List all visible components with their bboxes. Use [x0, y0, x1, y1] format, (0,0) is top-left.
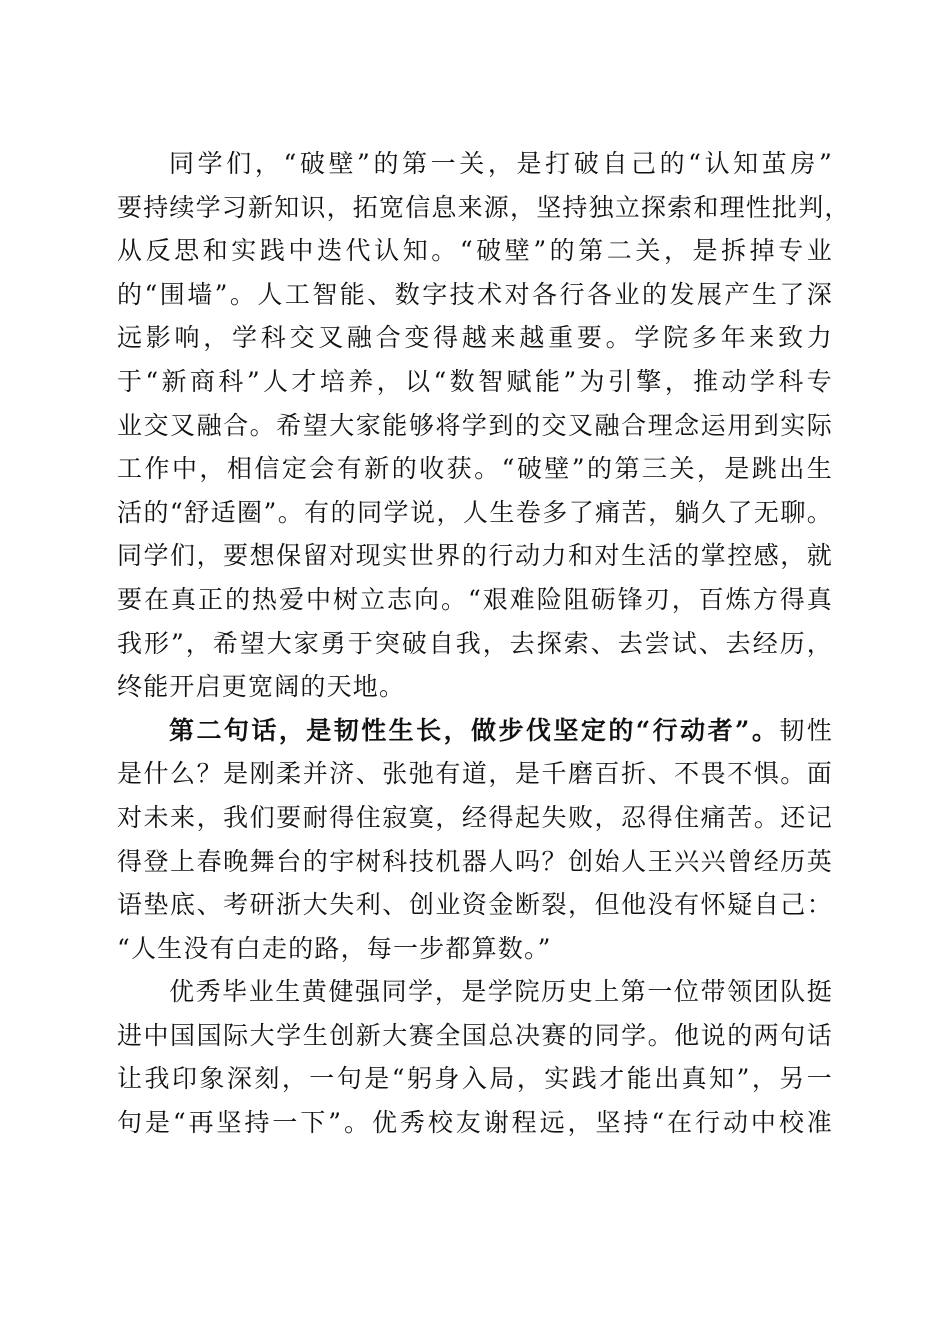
text-line: 同学们，要想保留对现实世界的行动力和对生活的掌控感，就: [117, 541, 833, 571]
text-line: 同学们，“破壁”的第一关，是打破自己的“认知茧房”: [169, 149, 833, 178]
text-line: 活的“舒适圈”。有的同学说，人生卷多了痛苦，躺久了无聊。: [117, 497, 833, 527]
text-line: 让我印象深刻，一句是“躬身入局，实践才能出真知”，另一: [117, 1064, 833, 1094]
text-line: 远影响，学科交叉融合变得越来越重要。学院多年来致力: [117, 323, 833, 353]
text-line: 语垫底、考研浙大失利、创业资金断裂，但他没有怀疑自己：: [117, 890, 833, 920]
text-line: 业交叉融合。希望大家能够将学到的交叉融合理念运用到实际: [117, 410, 833, 440]
text-line: 工作中，相信定会有新的收获。“破壁”的第三关，是跳出生: [117, 454, 833, 484]
paragraph-resilience: [117, 709, 833, 971]
document-page: [117, 142, 851, 1145]
text-fragment: 韧性: [779, 715, 833, 745]
text-line: 进中国国际大学生创新大赛全国总决赛的同学。他说的两句话: [117, 1020, 833, 1050]
text-line: 从反思和实践中迭代认知。“破壁”的第二关，是拆掉专业: [117, 236, 833, 266]
text-line: 要在真正的热爱中树立志向。“艰难险阻砺锋刃，百炼方得真: [117, 584, 833, 614]
text-line: 要持续学习新知识，拓宽信息来源，坚持独立探索和理性批判，: [117, 192, 851, 222]
text-line: “人生没有白走的路，每一步都算数。”: [117, 933, 552, 963]
text-line: 对未来，我们要耐得住寂寞，经得起失败，忍得住痛苦。还记: [117, 802, 833, 832]
text-line: 的“围墙”。人工智能、数字技术对各行各业的发展产生了深: [117, 279, 833, 309]
text-line: 是什么？是刚柔并济、张弛有道，是千磨百折、不畏不惧。面: [117, 759, 833, 789]
text-line: 句是“再坚持一下”。优秀校友谢程远，坚持“在行动中校准: [117, 1108, 833, 1138]
text-line: 得登上春晚舞台的宇树科技机器人吗？创始人王兴兴曾经历英: [117, 846, 833, 876]
text-line: [117, 709, 833, 753]
text-line: 我形”，希望大家勇于突破自我，去探索、去尝试、去经历，: [117, 628, 833, 658]
section-lead-heading: 第二句话，是韧性生长，做步伐坚定的“行动者”。: [169, 715, 780, 745]
paragraph-breaking-walls: [117, 142, 851, 709]
text-line: 终能开启更宽阔的天地。: [117, 672, 406, 702]
text-line: 优秀毕业生黄健强同学，是学院历史上第一位带领团队挺: [169, 977, 833, 1007]
text-line: 于“新商科”人才培养，以“数智赋能”为引擎，推动学科专: [117, 366, 833, 396]
paragraph-outstanding-graduates: [117, 970, 833, 1144]
